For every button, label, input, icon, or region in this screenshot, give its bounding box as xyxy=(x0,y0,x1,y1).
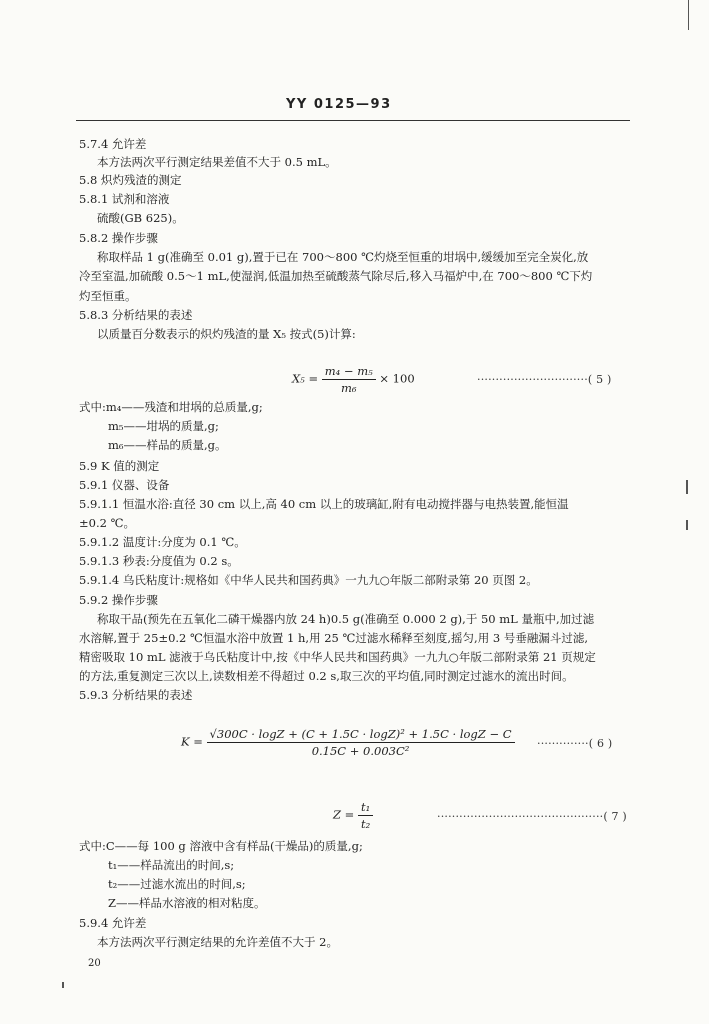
page-number: 20 xyxy=(88,958,101,969)
variable-definition: t₁——样品流出的时间,s; xyxy=(108,858,235,872)
section-5-7-4-heading: 5.7.4 允许差 xyxy=(79,137,147,151)
formula-5 xyxy=(292,364,415,395)
paragraph: 精密吸取 10 mL 滤液于乌氏粘度计中,按《中华人民共和国药典》一九九○年版二部附录第 21 页规定 xyxy=(79,650,596,664)
paragraph: 5.9.1.2 温度计:分度为 0.1 ℃。 xyxy=(79,535,246,549)
formula-5-tail: × 100 xyxy=(379,371,415,386)
paragraph: ±0.2 ℃。 xyxy=(79,516,135,530)
variable-definition: m₆——样品的质量,g。 xyxy=(108,438,227,452)
formula-7-numerator: t₁ xyxy=(358,800,373,816)
formula-6 xyxy=(181,727,515,758)
variable-definition: t₂——过滤水流出的时间,s; xyxy=(108,877,246,891)
scan-artifact xyxy=(688,0,689,30)
formula-5-lhs: X₅ = xyxy=(292,371,319,386)
paragraph: 的方法,重复测定三次以上,读数相差不得超过 0.2 s,取三次的平均值,同时测定过滤水的流出时间。 xyxy=(79,669,574,683)
paragraph: 称取干品(预先在五氧化二磷干燥器内放 24 h)0.5 g(准确至 0.000 2 g),于 50 mL 量瓶中,加过滤 xyxy=(97,612,595,626)
formula-5-numerator: m₄ − m₅ xyxy=(322,364,376,380)
formula-7-lhs: Z = xyxy=(333,807,355,822)
section-5-9-heading: 5.9 K 值的测定 xyxy=(79,459,160,473)
paragraph: 5.9.1.3 秒表:分度值为 0.2 s。 xyxy=(79,554,239,568)
section-5-9-3-heading: 5.9.3 分析结果的表述 xyxy=(79,688,193,702)
paragraph: 硫酸(GB 625)。 xyxy=(97,211,184,225)
formula-7-leader: ·············································( 7 ) xyxy=(437,810,627,823)
paragraph: 本方法两次平行测定结果的允许差值不大于 2。 xyxy=(97,935,338,949)
formula-6-leader: ··············( 6 ) xyxy=(537,737,613,750)
section-5-8-heading: 5.8 炽灼残渣的测定 xyxy=(79,173,182,187)
paragraph: 灼至恒重。 xyxy=(79,289,137,303)
section-5-9-2-heading: 5.9.2 操作步骤 xyxy=(79,593,158,607)
formula-6-numerator: √300C · logZ + (C + 1.5C · logZ)² + 1.5C · logZ − C xyxy=(207,727,515,743)
formula-7-denominator: t₂ xyxy=(360,817,371,831)
standard-number-header: YY 0125—93 xyxy=(286,97,392,112)
section-5-8-1-heading: 5.8.1 试剂和溶液 xyxy=(79,192,170,206)
paragraph: 5.9.1.4 乌氏粘度计:规格如《中华人民共和国药典》一九九○年版二部附录第 20 页图 2。 xyxy=(79,573,538,587)
paragraph: 水溶解,置于 25±0.2 ℃恒温水浴中放置 1 h,用 25 ℃过滤水稀释至刻度,摇匀,用 3 号垂融漏斗过滤, xyxy=(79,631,588,645)
header-rule xyxy=(76,120,630,121)
paragraph: 称取样品 1 g(准确至 0.01 g),置于已在 700～800 ℃灼烧至恒重的坩埚中,缓缓加至完全炭化,放 xyxy=(97,250,589,264)
formula-5-denominator: m₆ xyxy=(340,381,357,395)
formula-7 xyxy=(333,800,373,831)
paragraph: 以质量百分数表示的炽灼残渣的量 X₅ 按式(5)计算: xyxy=(97,327,356,341)
variable-definition: Z——样品水溶液的相对粘度。 xyxy=(108,896,266,910)
variable-definition: m₅——坩埚的质量,g; xyxy=(108,419,219,433)
formula-6-lhs: K = xyxy=(181,734,203,749)
section-5-9-1-heading: 5.9.1 仪器、设备 xyxy=(79,478,170,492)
section-5-8-2-heading: 5.8.2 操作步骤 xyxy=(79,231,158,245)
scan-artifact xyxy=(686,520,688,530)
scan-artifact xyxy=(62,982,64,988)
scan-artifact xyxy=(686,480,688,494)
paragraph: 冷至室温,加硫酸 0.5～1 mL,使湿润,低温加热至硫酸蒸气除尽后,移入马福炉中,在 700～800 ℃下灼 xyxy=(79,269,593,283)
paragraph: 本方法两次平行测定结果差值不大于 0.5 mL。 xyxy=(97,155,337,169)
variable-definition: 式中:C——每 100 g 溶液中含有样品(干燥品)的质量,g; xyxy=(79,839,363,853)
section-5-9-4-heading: 5.9.4 允许差 xyxy=(79,916,147,930)
formula-5-leader: ······························( 5 ) xyxy=(477,373,612,386)
paragraph: 5.9.1.1 恒温水浴:直径 30 cm 以上,高 40 cm 以上的玻璃缸,附有电动搅拌器与电热装置,能恒温 xyxy=(79,497,569,511)
formula-6-denominator: 0.15C + 0.003C² xyxy=(311,744,410,758)
variable-definition: 式中:m₄——残渣和坩埚的总质量,g; xyxy=(79,400,263,414)
section-5-8-3-heading: 5.8.3 分析结果的表述 xyxy=(79,308,193,322)
